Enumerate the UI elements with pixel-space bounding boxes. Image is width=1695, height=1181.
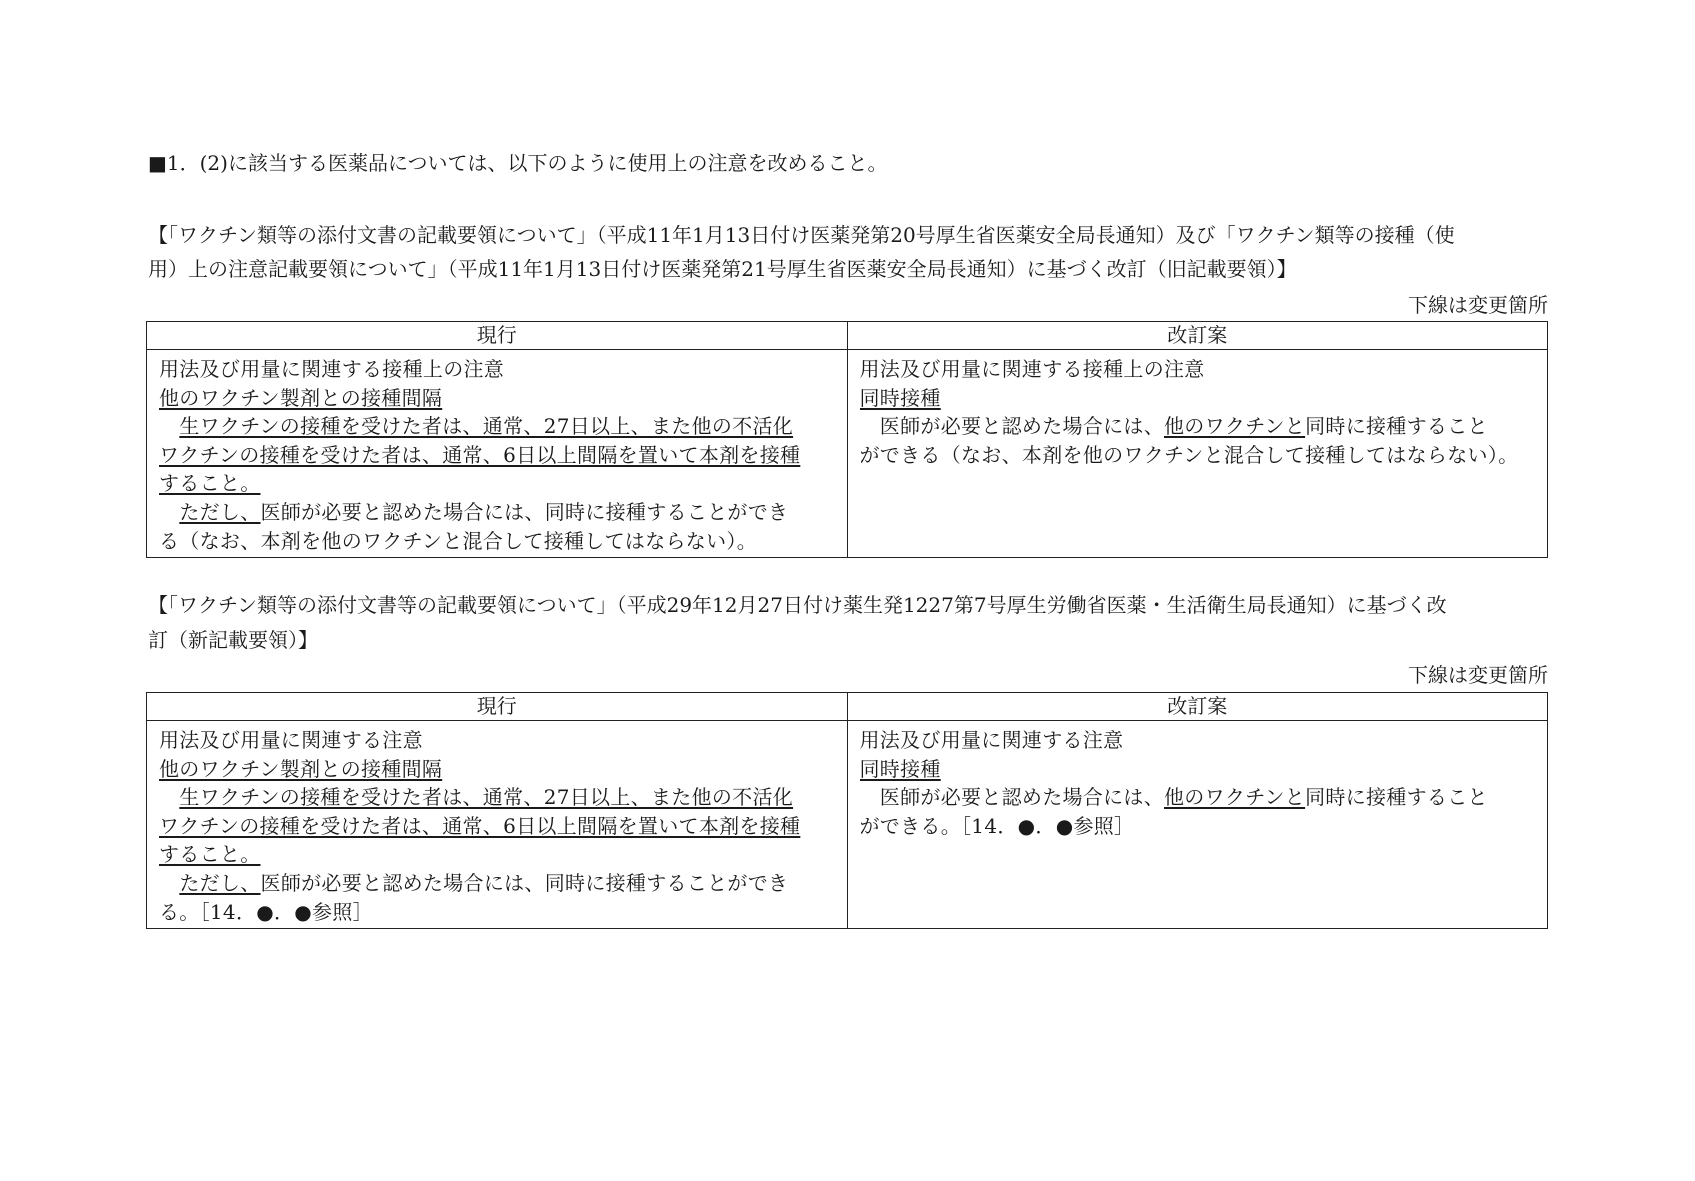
underlined-change-text: ワクチンの接種を受けた者は、通常、6日以上間隔を置いて本剤を接種 (159, 442, 801, 467)
cell-text: 医師が必要と認めた場合には、 (859, 785, 1164, 810)
section1-heading-line-2: 用）上の注意記載要領について」（平成11年1月13日付け医薬発第21号厚生省医薬安全局長通知）に基づく改訂（旧記載要領）】 (148, 257, 1297, 281)
section2-heading-line-1: 【「ワクチン類等の添付文書等の記載要領について」（平成29年12月27日付け薬生発1227第7号厚生労働省医薬・生活衛生局長通知）に基づく改 (148, 593, 1447, 617)
cell-text-line (159, 498, 837, 527)
cell-text-line (159, 869, 837, 898)
section1-header-current: 現行 (147, 322, 848, 350)
intro-text: ■1．(2)に該当する医薬品については、以下のように使用上の注意を改めること。 (148, 151, 888, 175)
underlined-change-text: ワクチンの接種を受けた者は、通常、6日以上間隔を置いて本剤を接種 (159, 813, 801, 838)
section2-revision-table (146, 692, 1548, 929)
underlined-change-text: 同時接種 (859, 385, 941, 410)
underlined-change-text: 生ワクチンの接種を受けた者は、通常、27日以上、また他の不活化 (179, 414, 794, 439)
cell-text-line (860, 726, 1538, 755)
cell-text: 同時に接種すること (1305, 785, 1488, 810)
underlined-change-text: 同時接種 (859, 756, 941, 781)
cell-text: 用法及び用量に関連する注意 (859, 728, 1124, 752)
underlined-change-text: 他のワクチン製剤との接種間隔 (159, 385, 443, 410)
cell-text-line (159, 384, 837, 413)
cell-text-line (159, 755, 837, 784)
cell-text (159, 414, 179, 438)
cell-text (159, 785, 179, 809)
underlined-change-text: 他のワクチンと (1164, 785, 1306, 810)
underlined-change-text: 他のワクチン製剤との接種間隔 (159, 756, 443, 781)
underlined-change-text: ただし、 (179, 870, 261, 895)
underlined-change-text: 他のワクチンと (1164, 414, 1306, 439)
underlined-change-text: すること。 (159, 471, 261, 496)
section1-heading-line-1: 【「ワクチン類等の添付文書の記載要領について」（平成11年1月13日付け医薬発第20号厚生省医薬安全局長通知）及び「ワクチン類等の接種（使 (148, 223, 1455, 247)
cell-text-line (159, 726, 837, 755)
underlined-change-text: ただし、 (179, 499, 261, 524)
cell-text-line (860, 783, 1538, 812)
cell-text-line (159, 469, 837, 498)
underlined-change-text: 生ワクチンの接種を受けた者は、通常、27日以上、また他の不活化 (179, 785, 794, 810)
cell-text-line (159, 355, 837, 384)
cell-text: 医師が必要と認めた場合には、同時に接種することができ (260, 870, 789, 895)
section2-heading-line-2: 訂（新記載要領）】 (148, 628, 318, 652)
cell-text (159, 500, 179, 524)
cell-text-line (159, 898, 837, 927)
section2-header-revised: 改訂案 (847, 693, 1548, 721)
cell-text: 用法及び用量に関連する接種上の注意 (859, 357, 1205, 381)
cell-text-line (860, 755, 1538, 784)
cell-text-line (159, 441, 837, 470)
section1-change-note: 下線は変更箇所 (1408, 293, 1548, 317)
section2-change-note: 下線は変更箇所 (1408, 663, 1548, 687)
cell-text-line (860, 355, 1538, 384)
underlined-change-text: すること。 (159, 842, 261, 867)
cell-text-line (860, 384, 1538, 413)
cell-text-line (860, 812, 1538, 841)
cell-text: 医師が必要と認めた場合には、 (859, 414, 1164, 439)
section2-revised-cell (847, 721, 1548, 929)
cell-text-line (159, 783, 837, 812)
cell-text-line (159, 840, 837, 869)
cell-text: る（なお、本剤を他のワクチンと混合して接種してはならない）。 (159, 528, 757, 553)
cell-text: ができる（なお、本剤を他のワクチンと混合して接種してはならない）。 (859, 442, 1519, 467)
cell-text: 同時に接種すること (1305, 414, 1488, 439)
section1-revision-table (146, 321, 1548, 558)
section1-header-revised: 改訂案 (847, 322, 1548, 350)
section2-current-cell (147, 721, 848, 929)
cell-text: 医師が必要と認めた場合には、同時に接種することができ (260, 499, 789, 524)
cell-text: 用法及び用量に関連する接種上の注意 (159, 357, 505, 381)
section2-header-current: 現行 (147, 693, 848, 721)
cell-text-line (860, 441, 1538, 470)
cell-text-line (159, 812, 837, 841)
section1-current-cell (147, 350, 848, 558)
cell-text: ができる。［14．●．●参照］ (859, 813, 1135, 838)
cell-text-line (860, 412, 1538, 441)
cell-text (159, 871, 179, 895)
cell-text: る。［14．●．●参照］ (159, 899, 373, 924)
section1-revised-cell (847, 350, 1548, 558)
cell-text-line (159, 527, 837, 556)
cell-text: 用法及び用量に関連する注意 (159, 728, 423, 752)
cell-text-line (159, 412, 837, 441)
